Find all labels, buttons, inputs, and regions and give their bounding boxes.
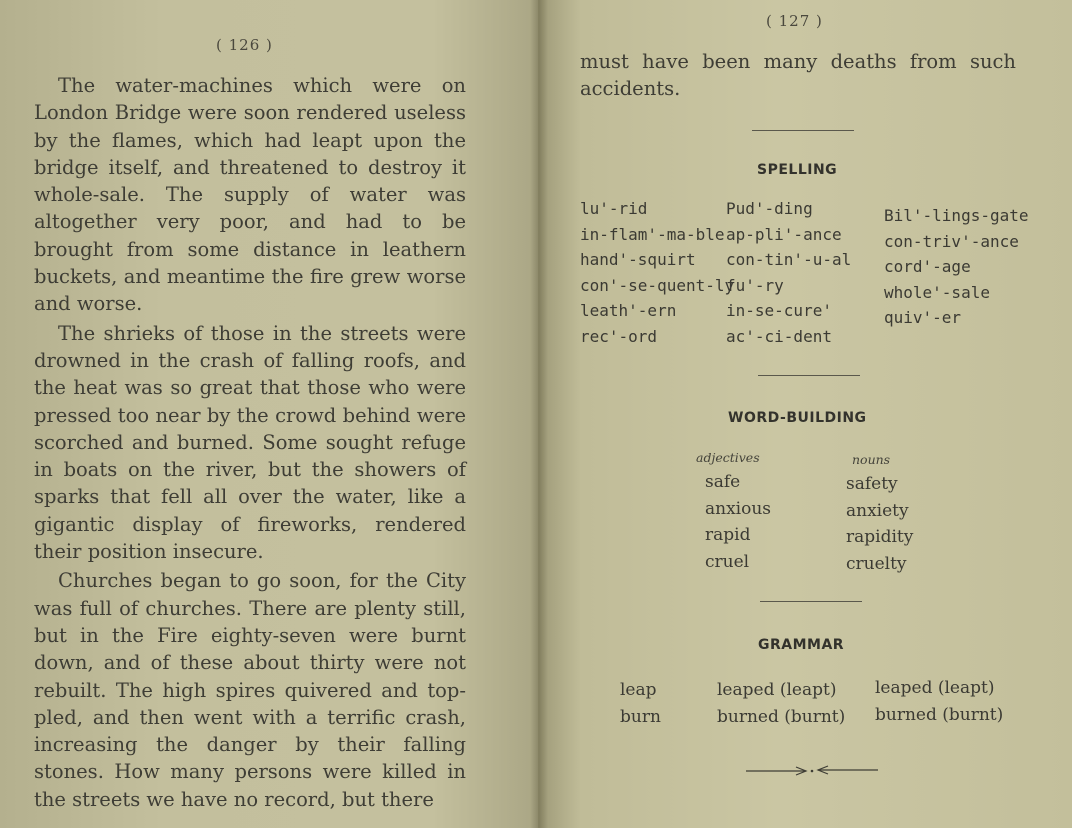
grammar-cell: burn <box>620 707 661 727</box>
divider-rule <box>760 601 862 602</box>
spelling-word: con-triv'-ance <box>884 231 1019 251</box>
grammar-cell: burned (burnt) <box>875 705 1004 725</box>
spelling-word: Bil'-lings-gate <box>884 206 1029 225</box>
spelling-word: con'-se-quent-ly <box>580 275 735 295</box>
grammar-base-column <box>620 677 661 731</box>
spelling-word: cord'-age <box>884 257 971 276</box>
adjective-word: safe <box>705 472 741 492</box>
left-body-text <box>34 72 466 813</box>
spelling-word: hand'-squirt <box>580 250 696 269</box>
spelling-word: ap-pli'-ance <box>726 224 842 244</box>
spelling-word: ac'-ci-dent <box>726 326 832 346</box>
spelling-column-1 <box>580 196 734 349</box>
book-gutter <box>530 0 548 828</box>
spelling-word: quiv'-er <box>884 308 962 327</box>
adjective-word: cruel <box>705 551 750 572</box>
spelling-word: rec'-ord <box>580 326 658 346</box>
page-number-right: ( 127 ) <box>766 12 823 30</box>
paragraph: The shrieks of those in the streets were drowned in the crash of falling roofs, and the heat was so great that those who were pressed too near by the crowd behind were scorched and burned. Some sought refuge in boats on the river, but the showers of sparks that fell all over the water, like a gigantic display of fireworks, rendered their position insecure. <box>34 321 466 564</box>
spelling-word: lu'-rid <box>580 199 648 218</box>
adjectives-column <box>705 469 771 575</box>
paragraph: The water-machines which were on London Bridge were soon rendered useless by the flames, which had leapt upon the bridge itself, and threatened to destroy it whole-sale. The supply of water was altogether very poor, and had to be brought from some distance in leathern buckets, and meantime the fire grew worse and worse. <box>34 74 466 316</box>
grammar-past-column <box>717 677 845 731</box>
spelling-column-3 <box>884 203 1029 331</box>
spelling-word: in-flam'-ma-ble <box>580 224 725 244</box>
nouns-column <box>846 471 913 577</box>
grammar-participle-column <box>875 675 1003 729</box>
grammar-cell: leap <box>620 680 657 700</box>
spelling-word: fu'-ry <box>726 275 784 295</box>
grammar-cell: leaped (leapt) <box>875 678 995 698</box>
continuation-text <box>580 48 1016 102</box>
noun-word: safety <box>846 474 898 494</box>
nouns-label: nouns <box>852 452 891 467</box>
paragraph: must have been many deaths from such accidents. <box>580 50 1016 100</box>
spelling-word: in-se-cure' <box>726 301 832 320</box>
page-number-left: ( 126 ) <box>216 36 273 54</box>
arrow-ornament-icon <box>744 762 880 778</box>
spelling-word: whole'-sale <box>884 282 990 302</box>
adjective-word: rapid <box>705 525 751 545</box>
spelling-heading: SPELLING <box>757 162 838 178</box>
grammar-heading: GRAMMAR <box>758 637 845 653</box>
noun-word: cruelty <box>846 553 907 574</box>
noun-word: anxiety <box>846 500 909 521</box>
adjective-word: anxious <box>705 498 772 519</box>
noun-word: rapidity <box>846 527 914 547</box>
word-building-heading: WORD-BUILDING <box>728 410 867 426</box>
spelling-word: Pud'-ding <box>726 199 813 218</box>
paragraph: Churches began to go soon, for the City was full of churches. There are plenty still, but in the Fire eighty-seven were burnt down, and of these about thirty were not rebuilt. The high spires quivered and top-pled, and then went with a terrific crash, increasing the danger by their falling stones. How many persons were killed in the streets we have no record, but there <box>34 569 466 811</box>
grammar-cell: burned (burnt) <box>717 707 846 727</box>
spelling-column-2 <box>726 196 851 349</box>
spelling-word: leath'-ern <box>580 301 677 320</box>
spelling-word: con-tin'-u-al <box>726 250 852 269</box>
grammar-cell: leaped (leapt) <box>717 680 837 700</box>
adjectives-label: adjectives <box>696 450 760 465</box>
divider-rule <box>758 375 860 376</box>
divider-rule <box>752 130 854 131</box>
